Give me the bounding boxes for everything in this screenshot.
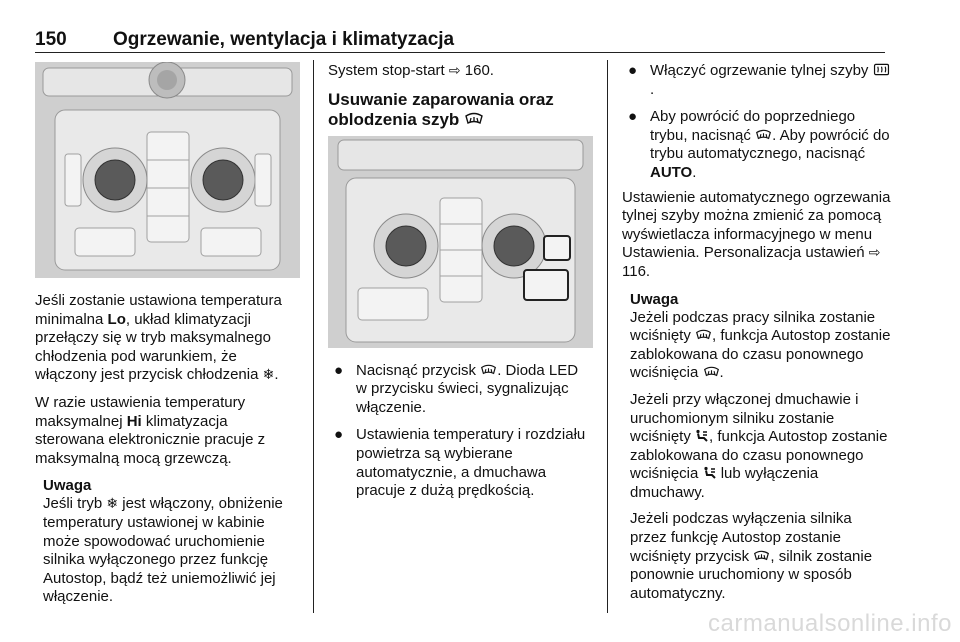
list-item: ● Włączyć ogrzewanie tylnej szyby . [622,62,892,99]
rear-window-steps-list [622,62,892,183]
note-text: Jeżeli przy włączonej dmuchawie i uruchomionym silniku zostanie wciśnięty , funkcja Autostop zostanie zablokowana do czasu ponownego wciśnięcia lub wyłączenia dmuchawy. [630,390,888,501]
list-item: ● Aby powrócić do poprzedniego trybu, nacisnąć . Aby powrócić do trybu automatycznego, nacisnąć AUTO. [628,108,890,181]
column-divider [607,60,608,613]
note-title: Uwaga [43,477,92,495]
column-2 [328,62,593,510]
max-heating-paragraph: W razie ustawienia temperatury maksymalnej Hi klimatyzacja sterowana elektronicznie pracuje z maksymalną mocą grzewczą. [35,393,266,467]
defrost-icon [755,129,772,141]
defrost-icon [703,366,720,378]
page-reference-arrow-icon: ⇨ [448,63,461,79]
column-divider [313,60,314,613]
max-cooling-paragraph: Jeśli zostanie ustawiona temperatura minimalna Lo, układ klimatyzacji przełączy się w tryb maksymalnego chłodzenia pod warunkiem, że włączony jest przycisk chłodzenia ❄. [35,292,282,384]
defrost-icon [695,329,712,341]
note-box [622,291,892,604]
defrost-panel-illustration [328,136,593,348]
note-text: Jeśli tryb ❄ jest włączony, obniżenie temperatury ustawionej w kabinie może spowodować uruchomienie silnika wyłączonego przez funkcję Autostop, bądź też uniemożliwić jej włączenie. [43,495,283,606]
defrost-icon [480,364,497,376]
defrost-steps-list [328,362,593,501]
snowflake-icon: ❄ [106,496,119,513]
page-number: 150 [35,29,67,50]
defrost-icon [753,550,770,562]
snowflake-icon: ❄ [262,367,275,384]
page-reference-arrow-icon: ⇨ [868,245,881,262]
note-title: Uwaga [630,290,679,308]
defrost-icon [464,112,484,126]
watermark: carmanualsonline.info [708,610,952,637]
page-title: Ogrzewanie, wentylacja i klimatyzacja [113,29,455,50]
climate-panel-illustration [35,62,300,278]
list-item: ● Ustawienia temperatury i rozdziału powietrza są wybierane automatycznie, a dmuchawa pracuje z dużą prędkością. [334,426,586,500]
list-item: ● Nacisnąć przycisk . Dioda LED w przycisku świeci, sygnalizując włączenie. [334,361,579,416]
note-text: Jeżeli podczas pracy silnika zostanie wciśnięty , funkcja Autostop zostanie zablokowana do czasu ponownego wciśnięcia . [630,308,891,382]
rear-window-heating-icon [873,63,890,76]
stop-start-reference: System stop-start ⇨ 160. [328,62,494,79]
section-heading: Usuwanie zaparowania oraz oblodzenia szyb [328,89,554,129]
note-box [35,477,300,607]
column-1 [35,62,300,615]
air-distribution-icon [695,429,709,443]
note-text: Jeżeli podczas wyłączenia silnika przez funkcję Autostop zostanie wciśnięty przycisk , silnik zostanie ponownie uruchomiony w sposób automatyczny. [630,510,873,602]
rear-window-settings-paragraph: Ustawienie automatycznego ogrzewania tylnej szyby można zmienić za pomocą wyświetlacza informacyjnego w menu Ustawienia. Personalizacja ustawień ⇨ 116. [622,188,891,280]
page-header [35,25,885,53]
column-3 [622,62,892,611]
air-distribution-icon [703,466,717,480]
